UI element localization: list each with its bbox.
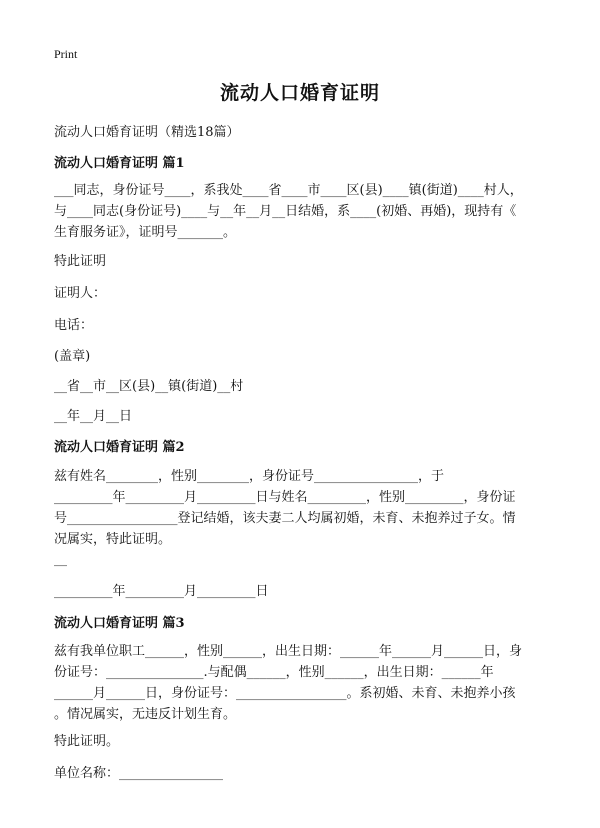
section-1-para-line: 生育服务证》，证明号_______。 — [54, 225, 237, 240]
section-1-para-line: ___同志，身份证号____，系我处____省____市____区(县)____镇(街道)____村人， — [54, 183, 523, 198]
section-1-para-line: 与____同志(身份证号)____与__年__月__日结婚，系____(初婚、再婚)，现持有《 — [54, 204, 517, 219]
section-3-para-line: 份证号：_______________.与配偶______，性别______，出生日期：______年 — [54, 665, 494, 680]
section-1-witness: 证明人： — [54, 286, 107, 301]
section-3-para-line: ______月______日，身份证号：_________________。系初婚、未育、未抱养小孩 — [54, 686, 516, 701]
section-2-blank: __ — [54, 552, 67, 567]
section-3-certify: 特此证明。 — [54, 734, 120, 749]
section-3-para-line: 。情况属实，无违反计划生育。 — [54, 707, 237, 722]
section-3-heading: 流动人口婚育证明 篇3 — [54, 616, 185, 631]
section-3-unit-name: 单位名称：________________ — [54, 766, 224, 781]
section-1-address: __省__市__区(县)__镇(街道)__村 — [54, 379, 244, 394]
section-1-paragraph — [54, 180, 554, 243]
print-label[interactable]: Print — [54, 47, 78, 61]
section-2-paragraph — [54, 466, 554, 550]
section-2-heading: 流动人口婚育证明 篇2 — [54, 440, 185, 455]
section-3-paragraph — [54, 641, 554, 725]
section-1-date: __年__月__日 — [54, 409, 133, 424]
section-1-phone: 电话： — [54, 318, 94, 333]
section-1-certify: 特此证明 — [54, 254, 107, 269]
section-2-date: _________年_________月_________日 — [54, 584, 269, 599]
section-2-para-line: 兹有姓名________，性别________，身份证号________________，于 — [54, 469, 445, 484]
section-2-para-line: 号_________________登记结婚，该夫妻二人均属初婚，未育、未抱养过子女。情 — [54, 511, 516, 526]
section-2-para-line: _________年_________月_________日与姓名_________，性别_________，身份证 — [54, 490, 516, 505]
section-2-para-line: 况属实，特此证明。 — [54, 532, 172, 547]
page-title: 流动人口婚育证明 — [219, 82, 380, 104]
section-3-para-line: 兹有我单位职工______，性别______，出生日期：______年______月______日，身 — [54, 644, 523, 659]
document-subtitle: 流动人口婚育证明（精选18篇） — [54, 125, 240, 140]
section-1-seal: (盖章) — [54, 349, 91, 364]
section-1-heading: 流动人口婚育证明 篇1 — [54, 156, 185, 171]
